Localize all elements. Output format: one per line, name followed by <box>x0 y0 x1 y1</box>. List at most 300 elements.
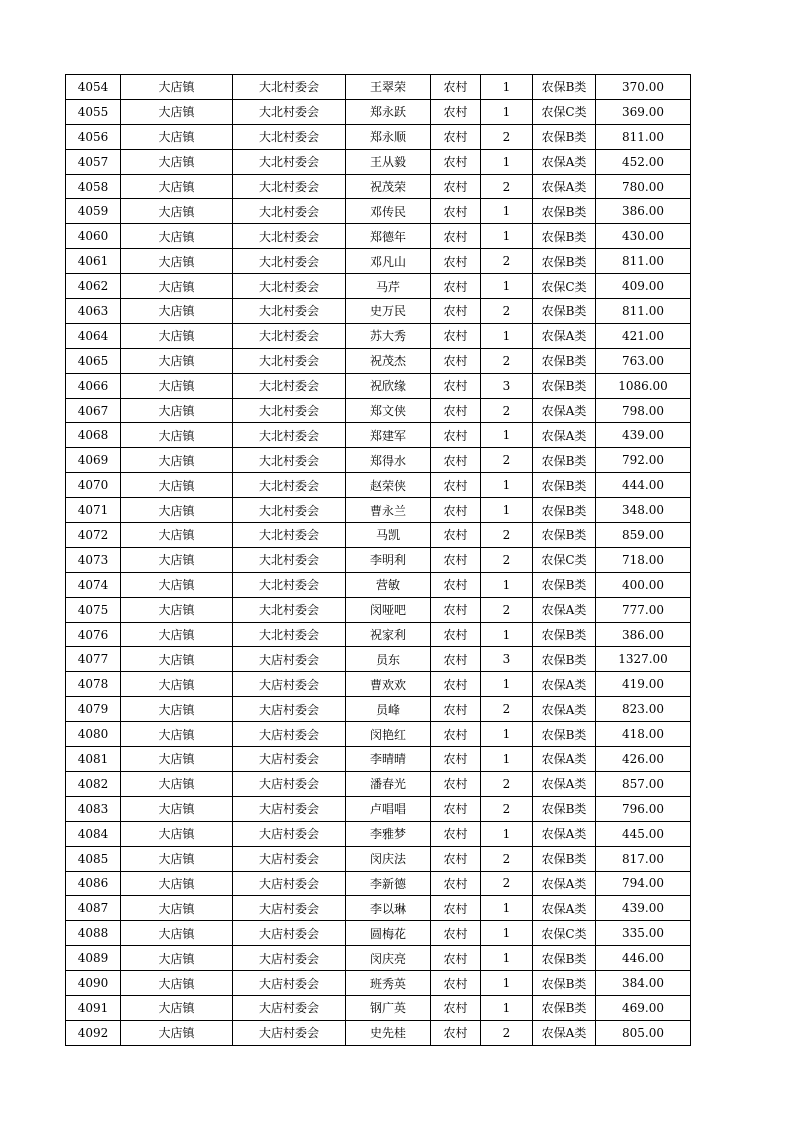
cell-village-committee: 大店村委会 <box>233 771 346 796</box>
cell-village-committee: 大北村委会 <box>233 174 346 199</box>
cell-amount: 446.00 <box>596 946 691 971</box>
cell-person-count: 2 <box>481 299 533 324</box>
cell-person-name: 赵荣侠 <box>346 473 431 498</box>
cell-household-type: 农村 <box>431 373 481 398</box>
cell-person-name: 王从毅 <box>346 149 431 174</box>
cell-village-committee: 大店村委会 <box>233 1020 346 1045</box>
cell-person-name: 邓传民 <box>346 199 431 224</box>
cell-town: 大店镇 <box>121 771 233 796</box>
cell-amount: 794.00 <box>596 871 691 896</box>
cell-household-type: 农村 <box>431 846 481 871</box>
cell-person-count: 2 <box>481 174 533 199</box>
cell-town: 大店镇 <box>121 821 233 846</box>
cell-amount: 386.00 <box>596 622 691 647</box>
cell-serial-number: 4075 <box>66 597 121 622</box>
table-row <box>66 224 691 249</box>
cell-household-type: 农村 <box>431 1020 481 1045</box>
cell-serial-number: 4058 <box>66 174 121 199</box>
cell-person-name: 潘春光 <box>346 771 431 796</box>
cell-amount: 445.00 <box>596 821 691 846</box>
cell-amount: 1327.00 <box>596 647 691 672</box>
cell-town: 大店镇 <box>121 348 233 373</box>
cell-person-count: 2 <box>481 871 533 896</box>
cell-person-name: 班秀英 <box>346 971 431 996</box>
table-row <box>66 348 691 373</box>
cell-household-type: 农村 <box>431 448 481 473</box>
cell-village-committee: 大店村委会 <box>233 747 346 772</box>
cell-serial-number: 4059 <box>66 199 121 224</box>
cell-town: 大店镇 <box>121 1020 233 1045</box>
cell-household-type: 农村 <box>431 149 481 174</box>
cell-serial-number: 4068 <box>66 423 121 448</box>
cell-village-committee: 大北村委会 <box>233 323 346 348</box>
cell-household-type: 农村 <box>431 249 481 274</box>
cell-household-type: 农村 <box>431 697 481 722</box>
cell-town: 大店镇 <box>121 722 233 747</box>
records-table-body <box>66 75 691 1046</box>
cell-household-type: 农村 <box>431 995 481 1020</box>
cell-insurance-category: 农保B类 <box>533 199 596 224</box>
cell-insurance-category: 农保A类 <box>533 821 596 846</box>
cell-village-committee: 大北村委会 <box>233 348 346 373</box>
table-row <box>66 572 691 597</box>
cell-serial-number: 4063 <box>66 299 121 324</box>
cell-insurance-category: 农保B类 <box>533 946 596 971</box>
cell-person-name: 李晴晴 <box>346 747 431 772</box>
cell-person-name: 闵艳红 <box>346 722 431 747</box>
cell-amount: 798.00 <box>596 398 691 423</box>
cell-amount: 1086.00 <box>596 373 691 398</box>
cell-amount: 400.00 <box>596 572 691 597</box>
table-row <box>66 995 691 1020</box>
cell-household-type: 农村 <box>431 398 481 423</box>
cell-serial-number: 4086 <box>66 871 121 896</box>
cell-amount: 859.00 <box>596 523 691 548</box>
cell-amount: 469.00 <box>596 995 691 1020</box>
cell-person-count: 2 <box>481 124 533 149</box>
cell-amount: 369.00 <box>596 99 691 124</box>
cell-person-name: 圆梅花 <box>346 921 431 946</box>
cell-serial-number: 4074 <box>66 572 121 597</box>
cell-town: 大店镇 <box>121 572 233 597</box>
cell-household-type: 农村 <box>431 672 481 697</box>
cell-village-committee: 大店村委会 <box>233 647 346 672</box>
cell-person-count: 1 <box>481 423 533 448</box>
cell-town: 大店镇 <box>121 672 233 697</box>
cell-household-type: 农村 <box>431 946 481 971</box>
cell-household-type: 农村 <box>431 597 481 622</box>
cell-amount: 452.00 <box>596 149 691 174</box>
cell-town: 大店镇 <box>121 597 233 622</box>
table-row <box>66 697 691 722</box>
table-row <box>66 946 691 971</box>
cell-insurance-category: 农保C类 <box>533 274 596 299</box>
cell-person-count: 2 <box>481 597 533 622</box>
cell-village-committee: 大店村委会 <box>233 871 346 896</box>
cell-village-committee: 大店村委会 <box>233 921 346 946</box>
cell-person-count: 1 <box>481 722 533 747</box>
cell-person-name: 郑永顺 <box>346 124 431 149</box>
cell-person-name: 祝茂杰 <box>346 348 431 373</box>
cell-serial-number: 4092 <box>66 1020 121 1045</box>
cell-town: 大店镇 <box>121 896 233 921</box>
cell-person-name: 邓凡山 <box>346 249 431 274</box>
table-row <box>66 398 691 423</box>
table-row <box>66 99 691 124</box>
cell-person-count: 2 <box>481 448 533 473</box>
cell-household-type: 农村 <box>431 274 481 299</box>
cell-insurance-category: 农保A类 <box>533 697 596 722</box>
cell-person-count: 1 <box>481 323 533 348</box>
cell-village-committee: 大店村委会 <box>233 995 346 1020</box>
table-row <box>66 747 691 772</box>
cell-household-type: 农村 <box>431 722 481 747</box>
cell-serial-number: 4087 <box>66 896 121 921</box>
cell-insurance-category: 农保B类 <box>533 995 596 1020</box>
cell-insurance-category: 农保A类 <box>533 323 596 348</box>
cell-insurance-category: 农保A类 <box>533 423 596 448</box>
cell-serial-number: 4056 <box>66 124 121 149</box>
cell-insurance-category: 农保C类 <box>533 921 596 946</box>
cell-town: 大店镇 <box>121 149 233 174</box>
table-row <box>66 672 691 697</box>
cell-household-type: 农村 <box>431 199 481 224</box>
cell-insurance-category: 农保B类 <box>533 846 596 871</box>
cell-village-committee: 大店村委会 <box>233 697 346 722</box>
cell-person-count: 2 <box>481 697 533 722</box>
table-row <box>66 75 691 100</box>
cell-serial-number: 4085 <box>66 846 121 871</box>
cell-village-committee: 大店村委会 <box>233 896 346 921</box>
cell-person-name: 闵庆亮 <box>346 946 431 971</box>
cell-insurance-category: 农保B类 <box>533 647 596 672</box>
cell-town: 大店镇 <box>121 846 233 871</box>
cell-insurance-category: 农保A类 <box>533 398 596 423</box>
cell-amount: 439.00 <box>596 423 691 448</box>
cell-insurance-category: 农保B类 <box>533 722 596 747</box>
cell-amount: 421.00 <box>596 323 691 348</box>
cell-person-name: 曹欢欢 <box>346 672 431 697</box>
cell-town: 大店镇 <box>121 274 233 299</box>
cell-household-type: 农村 <box>431 821 481 846</box>
cell-town: 大店镇 <box>121 523 233 548</box>
cell-insurance-category: 农保A类 <box>533 747 596 772</box>
cell-town: 大店镇 <box>121 921 233 946</box>
cell-insurance-category: 农保A类 <box>533 597 596 622</box>
cell-town: 大店镇 <box>121 946 233 971</box>
cell-household-type: 农村 <box>431 896 481 921</box>
cell-insurance-category: 农保B类 <box>533 373 596 398</box>
cell-serial-number: 4066 <box>66 373 121 398</box>
cell-person-count: 1 <box>481 946 533 971</box>
cell-amount: 792.00 <box>596 448 691 473</box>
cell-town: 大店镇 <box>121 498 233 523</box>
cell-amount: 418.00 <box>596 722 691 747</box>
cell-person-count: 1 <box>481 224 533 249</box>
cell-person-name: 员东 <box>346 647 431 672</box>
table-row <box>66 149 691 174</box>
cell-village-committee: 大北村委会 <box>233 597 346 622</box>
cell-insurance-category: 农保A类 <box>533 1020 596 1045</box>
cell-amount: 386.00 <box>596 199 691 224</box>
cell-person-name: 史万民 <box>346 299 431 324</box>
cell-serial-number: 4070 <box>66 473 121 498</box>
cell-village-committee: 大北村委会 <box>233 622 346 647</box>
cell-household-type: 农村 <box>431 747 481 772</box>
table-row <box>66 846 691 871</box>
cell-village-committee: 大北村委会 <box>233 473 346 498</box>
table-row <box>66 871 691 896</box>
cell-person-count: 2 <box>481 249 533 274</box>
table-row <box>66 821 691 846</box>
cell-insurance-category: 农保B类 <box>533 498 596 523</box>
cell-amount: 430.00 <box>596 224 691 249</box>
cell-household-type: 农村 <box>431 572 481 597</box>
cell-town: 大店镇 <box>121 174 233 199</box>
cell-amount: 409.00 <box>596 274 691 299</box>
cell-household-type: 农村 <box>431 871 481 896</box>
cell-village-committee: 大北村委会 <box>233 423 346 448</box>
cell-town: 大店镇 <box>121 697 233 722</box>
cell-serial-number: 4065 <box>66 348 121 373</box>
cell-person-name: 闵哑吧 <box>346 597 431 622</box>
cell-insurance-category: 农保A类 <box>533 149 596 174</box>
cell-person-name: 祝家利 <box>346 622 431 647</box>
cell-insurance-category: 农保B类 <box>533 299 596 324</box>
cell-person-name: 史先桂 <box>346 1020 431 1045</box>
cell-household-type: 农村 <box>431 423 481 448</box>
cell-amount: 370.00 <box>596 75 691 100</box>
cell-village-committee: 大北村委会 <box>233 99 346 124</box>
cell-insurance-category: 农保C类 <box>533 99 596 124</box>
cell-town: 大店镇 <box>121 971 233 996</box>
cell-amount: 805.00 <box>596 1020 691 1045</box>
cell-person-name: 祝欣缘 <box>346 373 431 398</box>
cell-village-committee: 大店村委会 <box>233 722 346 747</box>
cell-insurance-category: 农保B类 <box>533 348 596 373</box>
table-row <box>66 299 691 324</box>
cell-village-committee: 大北村委会 <box>233 299 346 324</box>
cell-person-name: 郑文侠 <box>346 398 431 423</box>
cell-village-committee: 大北村委会 <box>233 124 346 149</box>
table-row <box>66 622 691 647</box>
cell-serial-number: 4077 <box>66 647 121 672</box>
cell-serial-number: 4088 <box>66 921 121 946</box>
cell-amount: 777.00 <box>596 597 691 622</box>
table-row <box>66 373 691 398</box>
cell-household-type: 农村 <box>431 174 481 199</box>
cell-person-count: 1 <box>481 672 533 697</box>
cell-person-count: 1 <box>481 274 533 299</box>
cell-town: 大店镇 <box>121 423 233 448</box>
cell-serial-number: 4072 <box>66 523 121 548</box>
cell-person-count: 1 <box>481 821 533 846</box>
cell-insurance-category: 农保B类 <box>533 622 596 647</box>
cell-town: 大店镇 <box>121 124 233 149</box>
cell-person-name: 郑永跃 <box>346 99 431 124</box>
cell-serial-number: 4057 <box>66 149 121 174</box>
table-row <box>66 547 691 572</box>
cell-person-name: 李以琳 <box>346 896 431 921</box>
cell-person-count: 2 <box>481 846 533 871</box>
table-row <box>66 647 691 672</box>
cell-amount: 811.00 <box>596 249 691 274</box>
cell-insurance-category: 农保B类 <box>533 448 596 473</box>
table-row <box>66 971 691 996</box>
cell-person-count: 2 <box>481 547 533 572</box>
cell-insurance-category: 农保C类 <box>533 547 596 572</box>
cell-person-name: 李雅梦 <box>346 821 431 846</box>
cell-household-type: 农村 <box>431 771 481 796</box>
cell-person-name: 郑得水 <box>346 448 431 473</box>
cell-insurance-category: 农保A类 <box>533 174 596 199</box>
cell-person-count: 1 <box>481 149 533 174</box>
cell-town: 大店镇 <box>121 448 233 473</box>
cell-insurance-category: 农保B类 <box>533 124 596 149</box>
cell-town: 大店镇 <box>121 199 233 224</box>
cell-person-count: 2 <box>481 398 533 423</box>
cell-household-type: 农村 <box>431 921 481 946</box>
cell-village-committee: 大北村委会 <box>233 149 346 174</box>
cell-person-count: 2 <box>481 523 533 548</box>
table-row <box>66 448 691 473</box>
cell-person-count: 2 <box>481 796 533 821</box>
cell-person-count: 2 <box>481 771 533 796</box>
cell-person-count: 1 <box>481 498 533 523</box>
cell-amount: 384.00 <box>596 971 691 996</box>
cell-person-count: 1 <box>481 99 533 124</box>
cell-serial-number: 4084 <box>66 821 121 846</box>
table-row <box>66 722 691 747</box>
cell-person-name: 卢唱唱 <box>346 796 431 821</box>
cell-serial-number: 4080 <box>66 722 121 747</box>
cell-town: 大店镇 <box>121 99 233 124</box>
cell-person-count: 1 <box>481 747 533 772</box>
cell-insurance-category: 农保B类 <box>533 572 596 597</box>
cell-person-name: 马芹 <box>346 274 431 299</box>
cell-person-count: 1 <box>481 75 533 100</box>
cell-amount: 780.00 <box>596 174 691 199</box>
cell-household-type: 农村 <box>431 473 481 498</box>
cell-serial-number: 4071 <box>66 498 121 523</box>
cell-village-committee: 大店村委会 <box>233 672 346 697</box>
cell-village-committee: 大店村委会 <box>233 946 346 971</box>
cell-person-count: 1 <box>481 199 533 224</box>
cell-insurance-category: 农保A类 <box>533 896 596 921</box>
cell-serial-number: 4079 <box>66 697 121 722</box>
cell-person-name: 郑德年 <box>346 224 431 249</box>
table-row <box>66 796 691 821</box>
cell-person-count: 3 <box>481 647 533 672</box>
cell-person-count: 1 <box>481 473 533 498</box>
cell-insurance-category: 农保B类 <box>533 249 596 274</box>
table-row <box>66 174 691 199</box>
cell-village-committee: 大店村委会 <box>233 846 346 871</box>
cell-person-name: 曹永兰 <box>346 498 431 523</box>
cell-town: 大店镇 <box>121 647 233 672</box>
cell-town: 大店镇 <box>121 995 233 1020</box>
cell-person-name: 员峰 <box>346 697 431 722</box>
cell-person-count: 1 <box>481 572 533 597</box>
cell-serial-number: 4090 <box>66 971 121 996</box>
cell-amount: 426.00 <box>596 747 691 772</box>
cell-person-count: 1 <box>481 896 533 921</box>
table-row <box>66 199 691 224</box>
cell-household-type: 农村 <box>431 523 481 548</box>
cell-village-committee: 大北村委会 <box>233 448 346 473</box>
cell-village-committee: 大北村委会 <box>233 572 346 597</box>
cell-serial-number: 4078 <box>66 672 121 697</box>
cell-village-committee: 大北村委会 <box>233 199 346 224</box>
cell-town: 大店镇 <box>121 796 233 821</box>
cell-person-name: 祝茂荣 <box>346 174 431 199</box>
cell-serial-number: 4076 <box>66 622 121 647</box>
cell-serial-number: 4061 <box>66 249 121 274</box>
cell-person-count: 1 <box>481 921 533 946</box>
cell-household-type: 农村 <box>431 796 481 821</box>
cell-household-type: 农村 <box>431 299 481 324</box>
cell-town: 大店镇 <box>121 398 233 423</box>
table-row <box>66 498 691 523</box>
cell-town: 大店镇 <box>121 373 233 398</box>
cell-village-committee: 大店村委会 <box>233 971 346 996</box>
table-row <box>66 921 691 946</box>
cell-village-committee: 大店村委会 <box>233 821 346 846</box>
cell-person-count: 3 <box>481 373 533 398</box>
cell-person-name: 李新德 <box>346 871 431 896</box>
cell-person-name: 郑建军 <box>346 423 431 448</box>
cell-household-type: 农村 <box>431 647 481 672</box>
table-row <box>66 523 691 548</box>
cell-person-count: 2 <box>481 1020 533 1045</box>
cell-village-committee: 大北村委会 <box>233 547 346 572</box>
cell-village-committee: 大北村委会 <box>233 274 346 299</box>
cell-amount: 817.00 <box>596 846 691 871</box>
cell-amount: 444.00 <box>596 473 691 498</box>
cell-town: 大店镇 <box>121 622 233 647</box>
cell-person-name: 闵庆法 <box>346 846 431 871</box>
cell-amount: 823.00 <box>596 697 691 722</box>
cell-serial-number: 4073 <box>66 547 121 572</box>
table-row <box>66 771 691 796</box>
table-row <box>66 423 691 448</box>
table-row <box>66 1020 691 1045</box>
cell-amount: 811.00 <box>596 124 691 149</box>
cell-village-committee: 大北村委会 <box>233 249 346 274</box>
cell-serial-number: 4091 <box>66 995 121 1020</box>
cell-person-count: 2 <box>481 348 533 373</box>
table-row <box>66 249 691 274</box>
cell-person-count: 1 <box>481 995 533 1020</box>
cell-serial-number: 4055 <box>66 99 121 124</box>
cell-insurance-category: 农保B类 <box>533 971 596 996</box>
cell-serial-number: 4060 <box>66 224 121 249</box>
cell-village-committee: 大北村委会 <box>233 75 346 100</box>
table-row <box>66 124 691 149</box>
cell-town: 大店镇 <box>121 224 233 249</box>
cell-household-type: 农村 <box>431 348 481 373</box>
cell-insurance-category: 农保B类 <box>533 523 596 548</box>
cell-amount: 335.00 <box>596 921 691 946</box>
cell-person-count: 1 <box>481 622 533 647</box>
cell-person-name: 钢广英 <box>346 995 431 1020</box>
cell-town: 大店镇 <box>121 299 233 324</box>
cell-village-committee: 大北村委会 <box>233 523 346 548</box>
cell-amount: 763.00 <box>596 348 691 373</box>
cell-town: 大店镇 <box>121 249 233 274</box>
cell-amount: 857.00 <box>596 771 691 796</box>
cell-insurance-category: 农保A类 <box>533 871 596 896</box>
